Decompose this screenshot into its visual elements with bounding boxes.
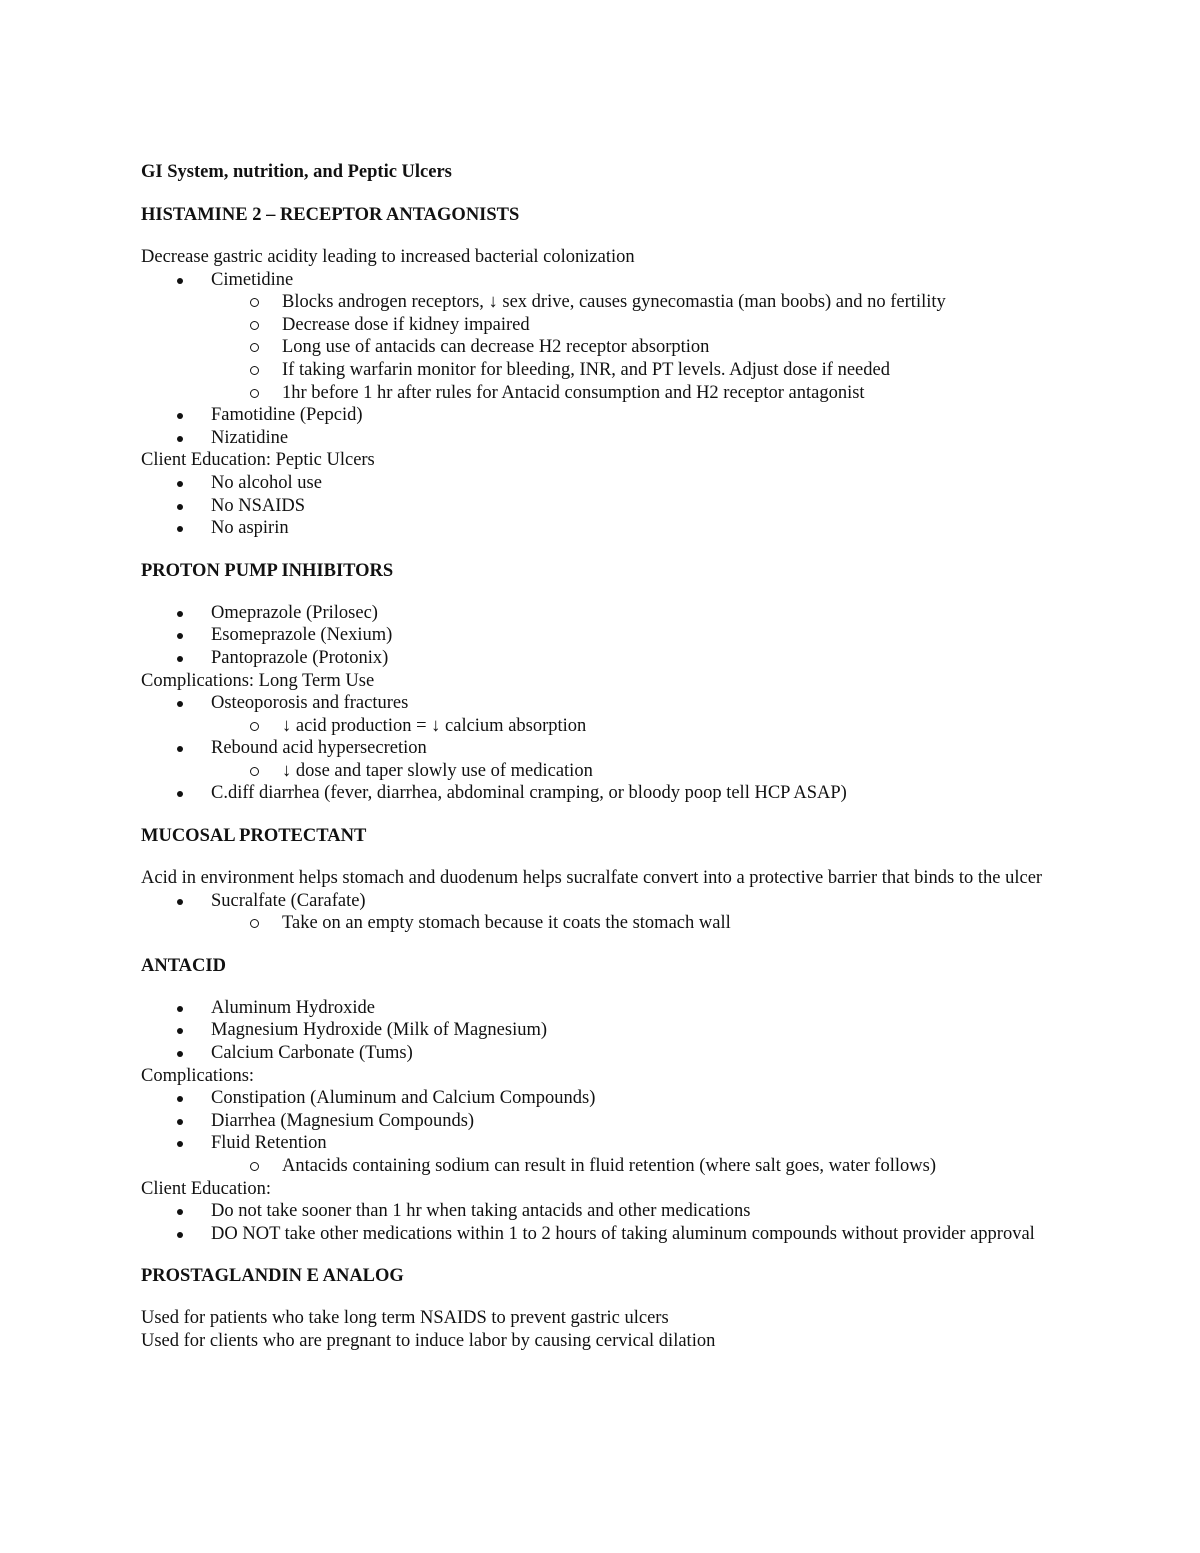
section-heading-mucosal-protectant: MUCOSAL PROTECTANT	[141, 826, 367, 847]
hollow-bullet-icon	[250, 343, 259, 352]
list-item-cimetidine	[141, 269, 1061, 405]
sub-list-item	[141, 336, 1061, 359]
h2-education-label: Client Education: Peptic Ulcers	[141, 450, 375, 471]
sub-list-item-text: Long use of antacids can decrease H2 receptor absorption	[282, 337, 710, 358]
list-item	[141, 517, 1061, 540]
list-item	[141, 997, 1061, 1020]
document-title: GI System, nutrition, and Peptic Ulcers	[141, 162, 452, 182]
list-item-nizatidine	[141, 427, 1061, 450]
list-item-text: Famotidine (Pepcid)	[211, 405, 363, 426]
hollow-bullet-icon	[250, 722, 259, 731]
hollow-bullet-icon	[250, 767, 259, 776]
bullet-icon	[177, 656, 183, 662]
list-item-text: Nizatidine	[211, 427, 289, 448]
list-item	[141, 737, 1061, 782]
list-item-text: Pantoprazole (Protonix)	[211, 647, 389, 668]
sub-list-item-text: Blocks androgen receptors, ↓ sex drive, causes gynecomastia (man boobs) and no fertility	[282, 292, 946, 313]
list-item-text: No NSAIDS	[211, 495, 306, 516]
sub-list-item	[141, 1155, 1061, 1178]
prostaglandin-text-line: Used for patients who take long term NSAIDS to prevent gastric ulcers	[141, 1308, 669, 1329]
sub-list-item-text: ↓ acid production = ↓ calcium absorption	[282, 715, 587, 736]
bullet-icon	[177, 1028, 183, 1034]
bullet-icon	[177, 278, 183, 284]
section-heading-h2-antagonists: HISTAMINE 2 – RECEPTOR ANTAGONISTS	[141, 205, 520, 225]
list-item-text: Constipation (Aluminum and Calcium Compounds)	[211, 1088, 596, 1109]
bullet-icon	[177, 1232, 183, 1238]
bullet-icon	[177, 1051, 183, 1057]
antacid-drug-list	[141, 997, 1061, 1065]
list-item	[141, 1132, 1061, 1177]
list-item	[141, 1200, 1061, 1223]
mucosal-drug-list	[141, 890, 1061, 935]
hollow-bullet-icon	[250, 366, 259, 375]
list-item-text: Magnesium Hydroxide (Milk of Magnesium)	[211, 1020, 548, 1041]
prostaglandin-text-line: Used for clients who are pregnant to induce labor by causing cervical dilation	[141, 1330, 716, 1351]
list-item-text: Aluminum Hydroxide	[211, 997, 375, 1018]
list-item-text: Omeprazole (Prilosec)	[211, 602, 378, 623]
ppi-complications-label: Complications: Long Term Use	[141, 670, 375, 691]
bullet-icon	[177, 1006, 183, 1012]
section-heading-prostaglandin: PROSTAGLANDIN E ANALOG	[141, 1266, 404, 1287]
sub-list-item	[141, 715, 1061, 738]
cimetidine-sub-list	[211, 291, 1061, 404]
list-item	[141, 890, 1061, 935]
list-item-text: Diarrhea (Magnesium Compounds)	[211, 1110, 475, 1131]
list-item-text: Rebound acid hypersecretion	[211, 738, 427, 759]
h2-drug-list	[141, 269, 1061, 450]
sub-list-item	[141, 314, 1061, 337]
bullet-icon	[177, 746, 183, 752]
hollow-bullet-icon	[250, 321, 259, 330]
h2-education-list	[141, 472, 1061, 540]
sub-list	[211, 1155, 1061, 1178]
list-item-famotidine	[141, 404, 1061, 427]
bullet-icon	[177, 611, 183, 617]
list-item	[141, 624, 1061, 647]
list-item	[141, 1019, 1061, 1042]
list-item-text: Osteoporosis and fractures	[211, 693, 409, 714]
section-heading-ppi: PROTON PUMP INHIBITORS	[141, 560, 394, 581]
sub-list-item-text: Take on an empty stomach because it coats the stomach wall	[282, 913, 731, 934]
sub-list-item-text: If taking warfarin monitor for bleeding, INR, and PT levels. Adjust dose if needed	[282, 359, 890, 380]
bullet-icon	[177, 504, 183, 510]
sub-list	[211, 912, 1061, 935]
list-item-text: Esomeprazole (Nexium)	[211, 625, 393, 646]
h2-intro-text: Decrease gastric acidity leading to increased bacterial colonization	[141, 247, 635, 267]
antacid-education-list	[141, 1200, 1061, 1245]
list-item-text: No alcohol use	[211, 472, 322, 493]
list-item	[141, 782, 1061, 805]
sub-list-item	[141, 359, 1061, 382]
bullet-icon	[177, 436, 183, 442]
bullet-icon	[177, 481, 183, 487]
mucosal-intro-text: Acid in environment helps stomach and duodenum helps sucralfate convert into a protective barrier that binds to the ulcer	[141, 868, 1043, 889]
list-item-text: Do not take sooner than 1 hr when taking antacids and other medications	[211, 1201, 751, 1222]
hollow-bullet-icon	[250, 389, 259, 398]
sub-list-item	[141, 291, 1061, 314]
bullet-icon	[177, 1096, 183, 1102]
sub-list-item	[141, 912, 1061, 935]
list-item	[141, 602, 1061, 625]
list-item-text: Sucralfate (Carafate)	[211, 890, 366, 911]
bullet-icon	[177, 526, 183, 532]
hollow-bullet-icon	[250, 298, 259, 307]
list-item	[141, 647, 1061, 670]
sub-list	[211, 715, 1061, 738]
bullet-icon	[177, 1209, 183, 1215]
bullet-icon	[177, 1119, 183, 1125]
list-item	[141, 1110, 1061, 1133]
sub-list	[211, 760, 1061, 783]
ppi-drug-list	[141, 602, 1061, 670]
list-item-text: DO NOT take other medications within 1 to 2 hours of taking aluminum compounds without provider approval	[211, 1223, 1035, 1244]
ppi-complications-list	[141, 692, 1061, 805]
antacid-complications-list	[141, 1087, 1061, 1177]
list-item	[141, 1087, 1061, 1110]
bullet-icon	[177, 1141, 183, 1147]
list-item	[141, 1223, 1061, 1246]
list-item	[141, 472, 1061, 495]
bullet-icon	[177, 899, 183, 905]
list-item-text: C.diff diarrhea (fever, diarrhea, abdominal cramping, or bloody poop tell HCP ASAP)	[211, 783, 847, 804]
document-page	[141, 160, 1061, 1353]
sub-list-item-text: Decrease dose if kidney impaired	[282, 314, 530, 335]
bullet-icon	[177, 701, 183, 707]
list-item	[141, 692, 1061, 737]
sub-list-item-text: ↓ dose and taper slowly use of medication	[282, 760, 593, 781]
bullet-icon	[177, 791, 183, 797]
list-item	[141, 495, 1061, 518]
sub-list-item	[141, 760, 1061, 783]
bullet-icon	[177, 633, 183, 639]
sub-list-item-text: 1hr before 1 hr after rules for Antacid consumption and H2 receptor antagonist	[282, 382, 865, 403]
list-item-text: Calcium Carbonate (Tums)	[211, 1043, 413, 1064]
hollow-bullet-icon	[250, 1162, 259, 1171]
hollow-bullet-icon	[250, 919, 259, 928]
antacid-complications-label: Complications:	[141, 1065, 255, 1086]
list-item	[141, 1042, 1061, 1065]
list-item-text: Fluid Retention	[211, 1133, 327, 1154]
sub-list-item-text: Antacids containing sodium can result in fluid retention (where salt goes, water follows)	[282, 1156, 937, 1176]
sub-list-item	[141, 382, 1061, 405]
list-item-text: Cimetidine	[211, 269, 294, 290]
bullet-icon	[177, 413, 183, 419]
antacid-education-label: Client Education:	[141, 1178, 271, 1199]
list-item-text: No aspirin	[211, 518, 289, 539]
section-heading-antacid: ANTACID	[141, 955, 226, 976]
